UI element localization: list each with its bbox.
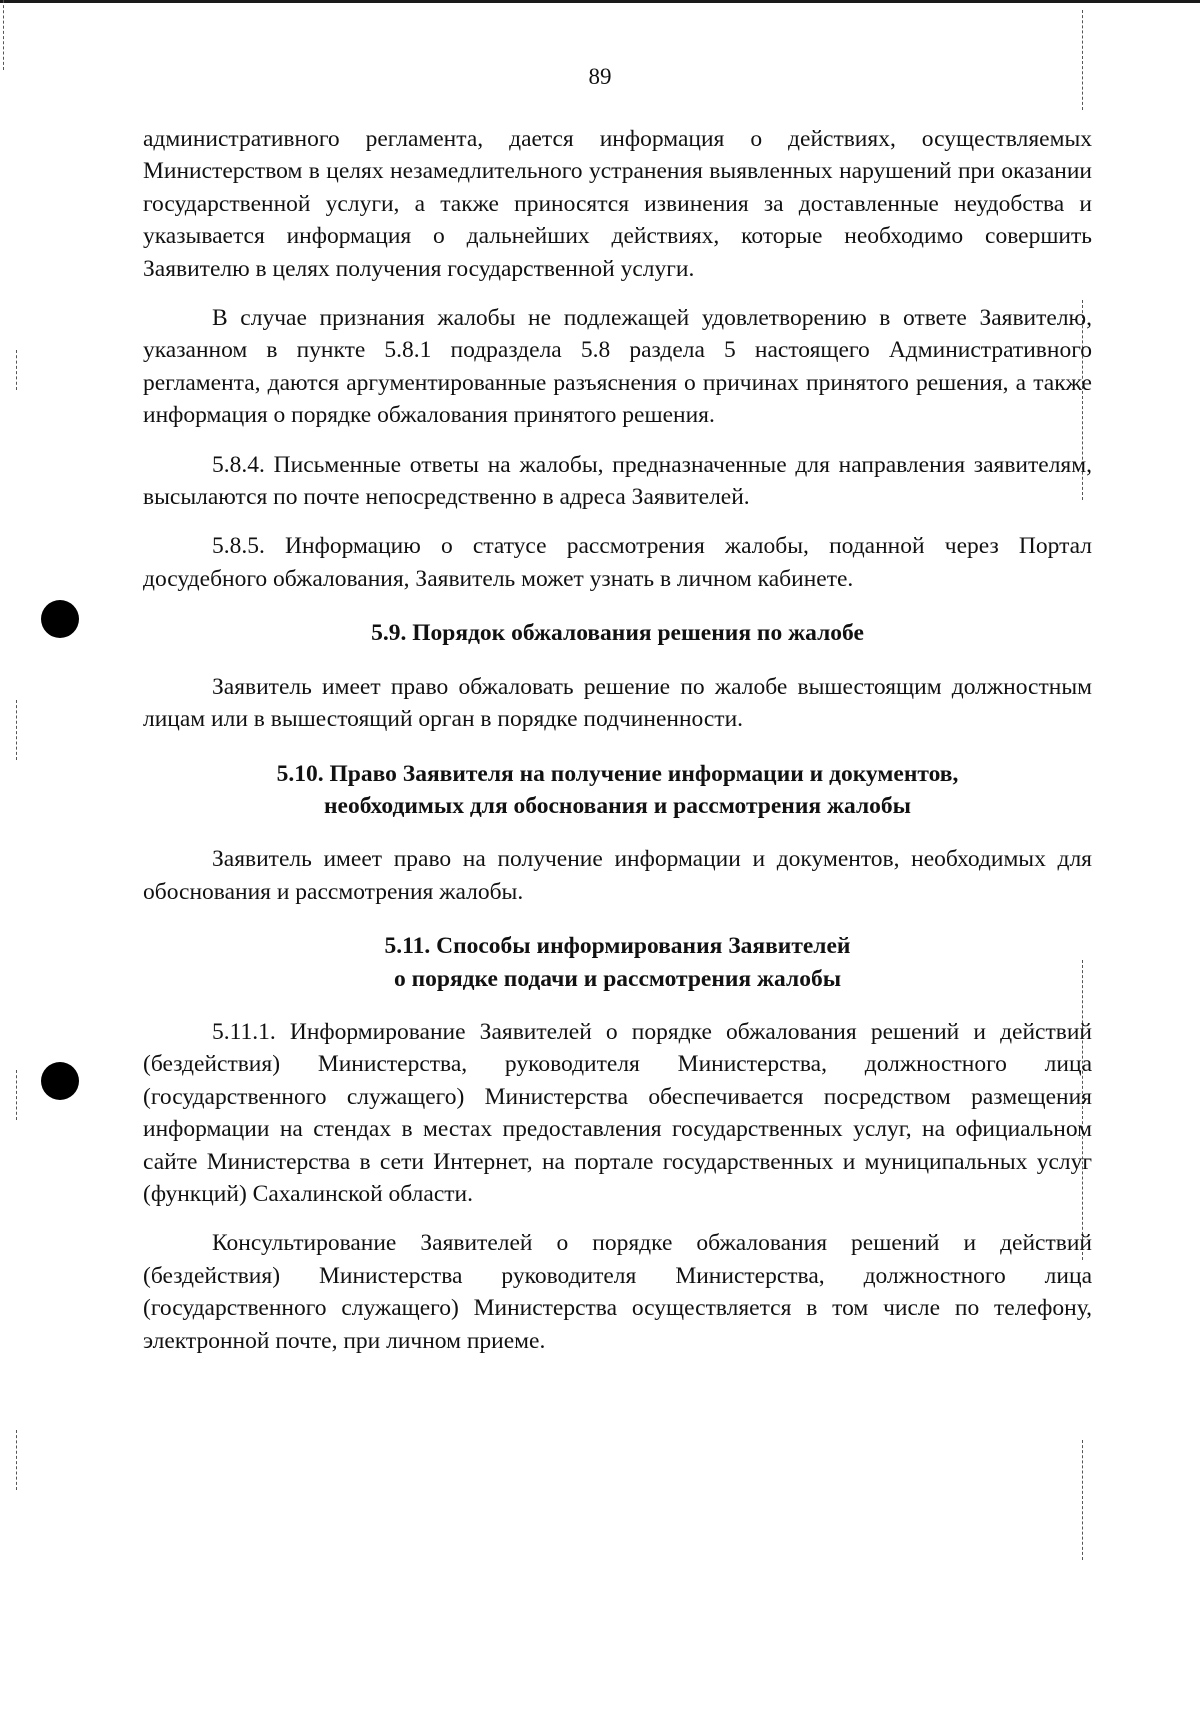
scan-edge-mark bbox=[16, 1070, 17, 1120]
body-paragraph: 5.11.1. Информирование Заявителей о порядке обжалования решений и действий (бездействия) Министерства, руководителя Министерства, должностного лица (государственного служащего) Министерства обеспечивается посредством размещения информации на стендах в местах предоставления государственных услуг, на официальном сайте Министерства в сети Интернет, на портале государственных и муниципальных услуг (функций) Сахалинской области. bbox=[143, 1018, 1092, 1207]
body-paragraph: Заявитель имеет право обжаловать решение по жалобе вышестоящим должностным лицам или в вышестоящий орган в порядке подчиненности. bbox=[143, 673, 1092, 733]
scan-edge-mark bbox=[16, 1430, 17, 1490]
section-heading bbox=[143, 617, 1092, 649]
scan-top-edge bbox=[0, 0, 1200, 3]
body-paragraph: Заявитель имеет право на получение информации и документов, необходимых для обоснования и рассмотрения жалобы. bbox=[143, 846, 1092, 905]
scan-edge-mark bbox=[1082, 10, 1083, 110]
section-heading bbox=[143, 930, 1092, 995]
scan-edge-mark bbox=[16, 700, 17, 760]
section-heading-line: 5.10. Право Заявителя на получение информации и документов, bbox=[276, 760, 959, 787]
body-paragraph: 5.8.4. Письменные ответы на жалобы, предназначенные для направления заявителям, высылаются по почте непосредственно в адреса Заявителей. bbox=[143, 451, 1092, 511]
section-heading-line: о порядке подачи и рассмотрения жалобы bbox=[393, 965, 842, 992]
punch-hole bbox=[41, 1062, 79, 1100]
body-paragraph: Консультирование Заявителей о порядке обжалования решений и действий (бездействия) Министерства руководителя Министерства, должностного лица (государственного служащего) Министерства осуществляется в том числе по телефону, электронной почте, при личном приеме. bbox=[143, 1230, 1092, 1354]
body-paragraph: 5.8.5. Информацию о статусе рассмотрения жалобы, поданной через Портал досудебного обжалования, Заявитель может узнать в личном кабинете. bbox=[143, 533, 1092, 592]
section-heading-line: 5.11. Способы информирования Заявителей bbox=[384, 933, 851, 960]
section-heading-line: необходимых для обоснования и рассмотрения жалобы bbox=[323, 792, 912, 819]
punch-hole bbox=[41, 600, 79, 638]
body-paragraph: В случае признания жалобы не подлежащей удовлетворению в ответе Заявителю, указанном в пункте 5.8.1 подраздела 5.8 раздела 5 настоящего Административного регламента, даются аргументированные разъяснения о причинах принятого решения, а также информация о порядке обжалования принятого решения. bbox=[143, 305, 1092, 429]
section-heading-line: 5.9. Порядок обжалования решения по жалобе bbox=[371, 620, 864, 647]
scan-edge-mark bbox=[3, 0, 4, 70]
section-heading bbox=[143, 758, 1092, 823]
document-body bbox=[143, 123, 1092, 1374]
scan-edge-mark bbox=[16, 350, 17, 390]
page-number: 89 bbox=[588, 64, 612, 89]
body-paragraph: административного регламента, дается информация о действиях, осуществляемых Министерством в целях незамедлительного устранения выявленных нарушений при оказании государственной услуги, а также приносятся извинения за доставленные неудобства и указывается информация о дальнейших действиях, которые необходимо совершить Заявителю в целях получения государственной услуги. bbox=[143, 126, 1092, 282]
scan-edge-mark bbox=[1082, 1440, 1083, 1560]
